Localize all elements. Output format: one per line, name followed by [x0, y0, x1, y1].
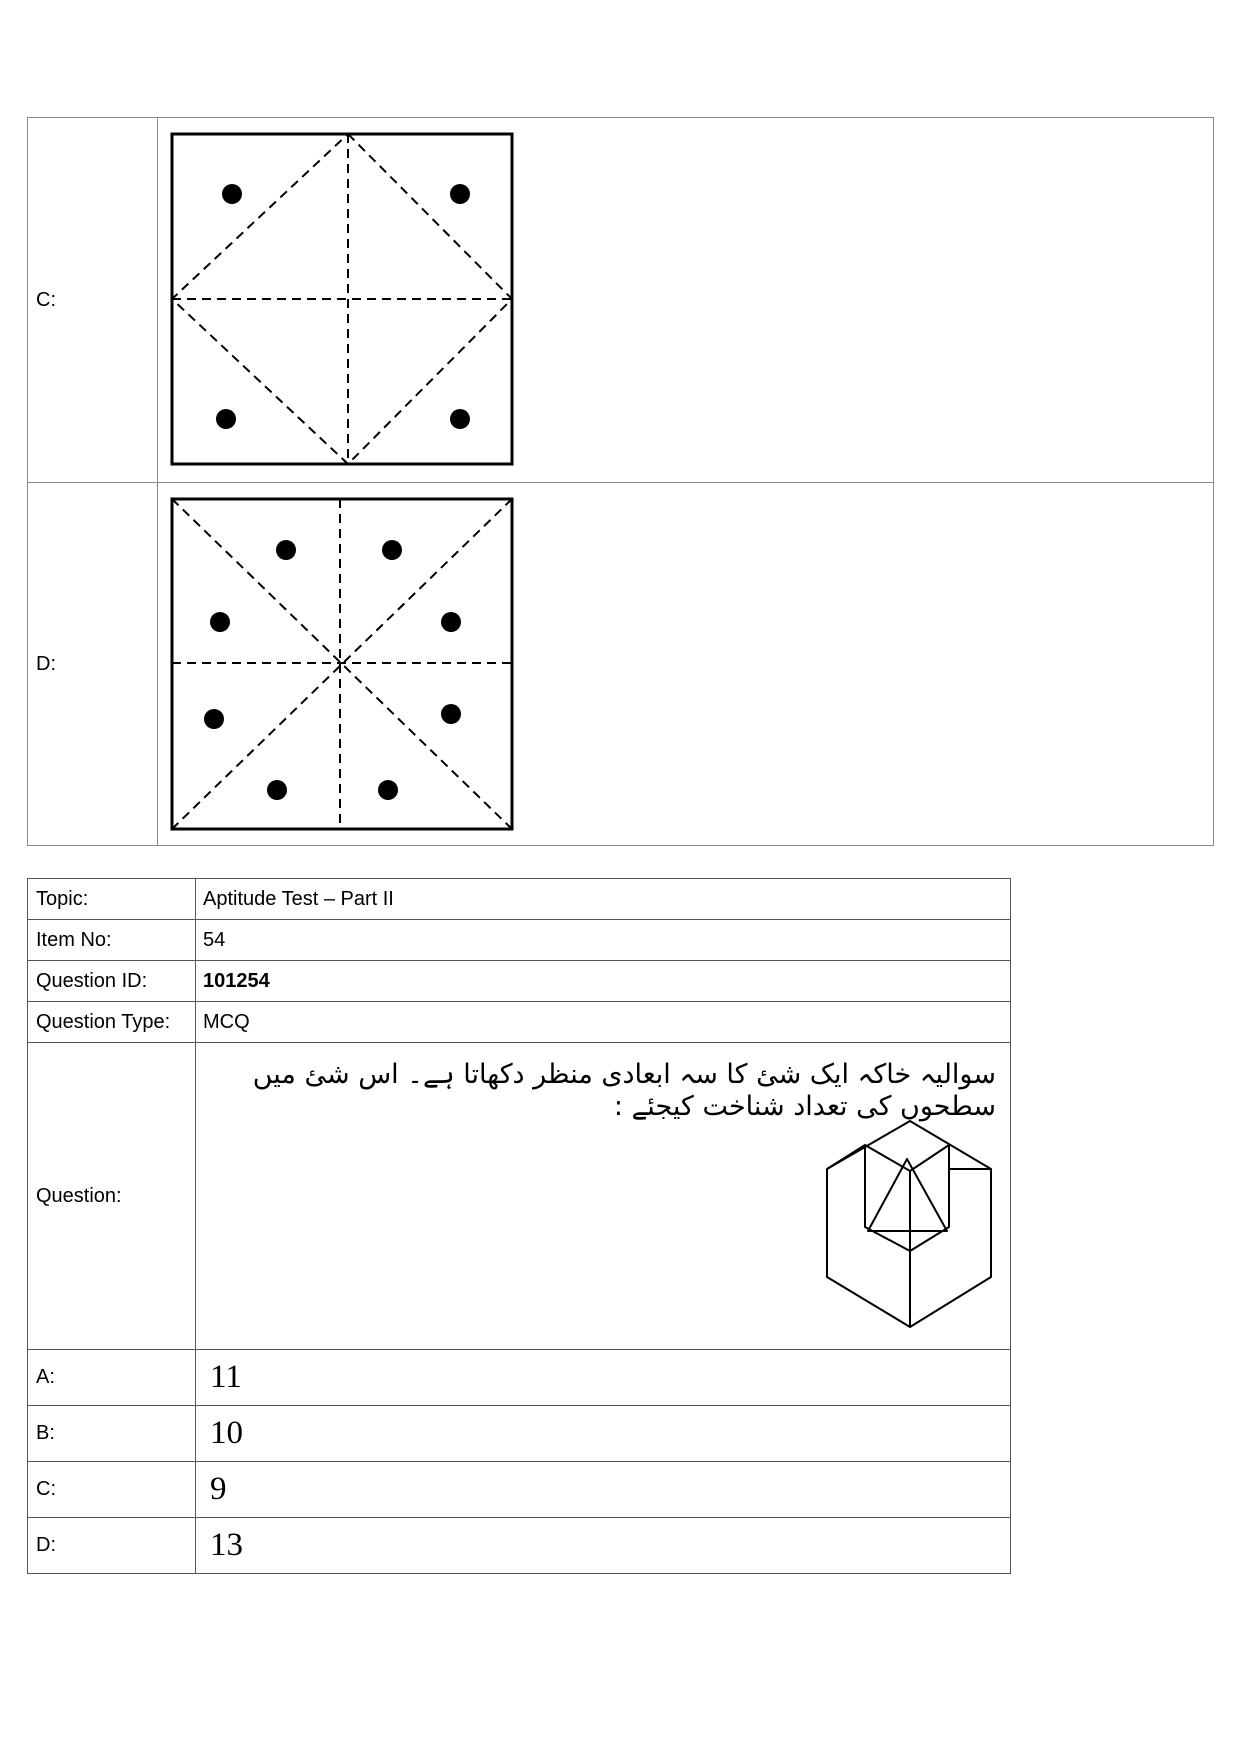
option-figure-cell: [158, 483, 1214, 846]
qtype-row: [28, 1002, 1011, 1043]
dot: [450, 184, 470, 204]
answer-row-d: [28, 1518, 1011, 1574]
answer-row-b: [28, 1406, 1011, 1462]
question-text: سوالیہ خاکہ ایک شئ کا سہ ابعادی منظر دکھاتا ہے۔ اس شئ میں سطحوں کی تعداد شناخت کیجئے :: [252, 1059, 996, 1123]
option-row-d: [28, 483, 1214, 846]
eight-line-fold-figure: [158, 483, 518, 845]
qtype-value: MCQ: [196, 1002, 1011, 1043]
answer-value: 9: [196, 1462, 1011, 1518]
dot: [378, 780, 398, 800]
option-label: C:: [28, 118, 158, 483]
topic-row: [28, 879, 1011, 920]
topic-label: Topic:: [28, 879, 196, 920]
answer-label: B:: [28, 1406, 196, 1462]
dot: [216, 409, 236, 429]
topic-value: Aptitude Test – Part II: [196, 879, 1011, 920]
answer-value: 11: [196, 1350, 1011, 1406]
answer-value: 13: [196, 1518, 1011, 1574]
option-figure-cell: [158, 118, 1214, 483]
diamond-fold-figure: [158, 118, 518, 482]
options-figure-table: [27, 117, 1214, 846]
dot: [450, 409, 470, 429]
dot: [204, 709, 224, 729]
isometric-object-figure: [823, 1117, 998, 1337]
answer-label: A:: [28, 1350, 196, 1406]
item-row: [28, 920, 1011, 961]
question-label: Question:: [28, 1043, 196, 1350]
answer-label: C:: [28, 1462, 196, 1518]
dot: [441, 704, 461, 724]
dot: [210, 612, 230, 632]
qid-label: Question ID:: [28, 961, 196, 1002]
option-label: D:: [28, 483, 158, 846]
question-cell: [196, 1043, 1011, 1350]
answer-row-c: [28, 1462, 1011, 1518]
dot: [276, 540, 296, 560]
item-value: 54: [196, 920, 1011, 961]
dot: [267, 780, 287, 800]
dot: [382, 540, 402, 560]
dot: [222, 184, 242, 204]
answer-row-a: [28, 1350, 1011, 1406]
front-inner-edges: [827, 1145, 910, 1327]
answer-value: 10: [196, 1406, 1011, 1462]
item-label: Item No:: [28, 920, 196, 961]
question-info-table: [27, 878, 1011, 1574]
qid-value: 101254: [196, 961, 1011, 1002]
right-inner-edges: [910, 1169, 991, 1251]
dot: [441, 612, 461, 632]
qid-row: [28, 961, 1011, 1002]
qtype-label: Question Type:: [28, 1002, 196, 1043]
answer-label: D:: [28, 1518, 196, 1574]
option-row-c: [28, 118, 1214, 483]
question-row: [28, 1043, 1011, 1350]
